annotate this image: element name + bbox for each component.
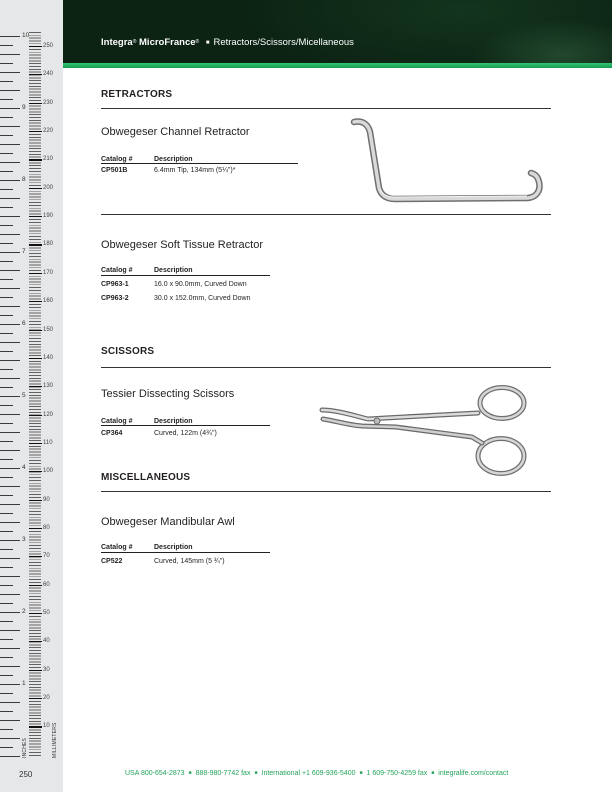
mm-mark: 40 [43, 638, 50, 645]
inch-mark: 5 [22, 392, 26, 399]
mm-mark: 230 [43, 99, 54, 106]
inch-mark: 4 [22, 464, 26, 471]
inch-mark: 7 [22, 248, 26, 255]
square-bullet-icon: ■ [254, 770, 258, 776]
mm-mark: 250 [43, 43, 54, 49]
product-title: Obwegeser Soft Tissue Retractor [101, 238, 264, 251]
inch-mark: 6 [22, 320, 26, 327]
catalog-number: CP501B [101, 166, 128, 174]
registered-mark: ® [132, 39, 137, 45]
mm-mark: 130 [43, 383, 54, 390]
registered-mark: ® [195, 39, 200, 45]
square-bullet-icon: ■ [188, 770, 192, 776]
column-header-catalog: Catalog # [101, 155, 133, 163]
square-bullet-icon: ■ [359, 770, 363, 776]
inch-mark: 2 [22, 608, 26, 615]
column-header-catalog: Catalog # [101, 543, 133, 551]
product-title: Obwegeser Channel Retractor [101, 125, 250, 138]
catalog-number: CP963-1 [101, 280, 129, 288]
inch-mark: 10 [22, 32, 30, 39]
mm-mark: 30 [43, 666, 50, 673]
brand-name: Integra [101, 37, 133, 48]
section-title-retractors: RETRACTORS [101, 89, 173, 100]
section-title-scissors: SCISSORS [101, 346, 155, 357]
mm-mark: 20 [43, 695, 50, 701]
product-description: 16.0 x 90.0mm, Curved Down [154, 280, 247, 288]
product-description: 30.0 x 152.0mm, Curved Down [154, 294, 251, 302]
column-header-description: Description [154, 266, 193, 274]
mm-mark: 50 [43, 610, 50, 616]
mm-mark: 140 [43, 354, 54, 361]
section-title-miscellaneous: MISCELLANEOUS [101, 472, 191, 483]
catalog-number: CP963-2 [101, 294, 129, 302]
contact-footer [125, 769, 508, 778]
product-title: Tessier Dissecting Scissors [101, 387, 235, 400]
mm-mark: 120 [43, 411, 54, 418]
mm-mark: 150 [43, 326, 54, 333]
usa-phone: USA 800-654-2873 [125, 770, 185, 777]
product-description: Curved, 122m (4¾") [154, 429, 217, 437]
mm-mark: 70 [43, 553, 50, 560]
international-phone: International +1 609-936-5400 [261, 770, 356, 777]
column-header-catalog: Catalog # [101, 266, 133, 274]
mm-mark: 190 [43, 213, 54, 220]
product-description: 6.4mm Tip, 134mm (5¼")* [154, 166, 236, 174]
page-number: 250 [19, 770, 33, 779]
usa-fax: 888-980-7742 fax [195, 770, 251, 777]
table-header-underline [101, 552, 270, 553]
section-divider [101, 491, 551, 492]
square-bullet-icon: ■ [431, 770, 435, 776]
column-header-description: Description [154, 543, 193, 551]
category-title: Retractors/Scissors/Micellaneous [213, 37, 354, 48]
mm-mark: 60 [43, 581, 50, 588]
catalog-number: CP364 [101, 429, 123, 437]
mm-mark: 110 [43, 439, 53, 446]
catalog-number: CP522 [101, 557, 123, 565]
column-header-description: Description [154, 155, 193, 163]
inch-mark: 1 [22, 680, 26, 687]
mm-mark: 220 [43, 128, 54, 134]
mm-mark: 210 [43, 156, 54, 163]
mm-mark: 240 [43, 71, 54, 78]
mm-mark: 80 [43, 524, 50, 531]
column-header-description: Description [154, 417, 193, 425]
inch-mark: 9 [22, 104, 26, 111]
mm-mark: 10 [43, 723, 50, 730]
product-title: Obwegeser Mandibular Awl [101, 515, 235, 528]
inch-mark: 3 [22, 536, 26, 543]
square-bullet-icon: ■ [205, 40, 210, 46]
column-header-catalog: Catalog # [101, 417, 133, 425]
mm-mark: 100 [43, 468, 54, 475]
inches-label: INCHES [22, 737, 28, 758]
product-line: MicroFrance [139, 37, 196, 48]
international-fax: 1 609-750-4259 fax [366, 770, 428, 777]
mm-mark: 170 [43, 269, 54, 276]
contact-website-link[interactable]: integralife.com/contact [438, 770, 509, 777]
mm-mark: 160 [43, 298, 54, 305]
millimeters-label: MILLIMETERS [52, 722, 58, 758]
inch-mark: 8 [22, 176, 26, 183]
mm-mark: 90 [43, 496, 50, 503]
mm-mark: 180 [43, 241, 54, 248]
mm-mark: 200 [43, 184, 54, 191]
product-description: Curved, 145mm (5 ¾") [154, 557, 225, 565]
